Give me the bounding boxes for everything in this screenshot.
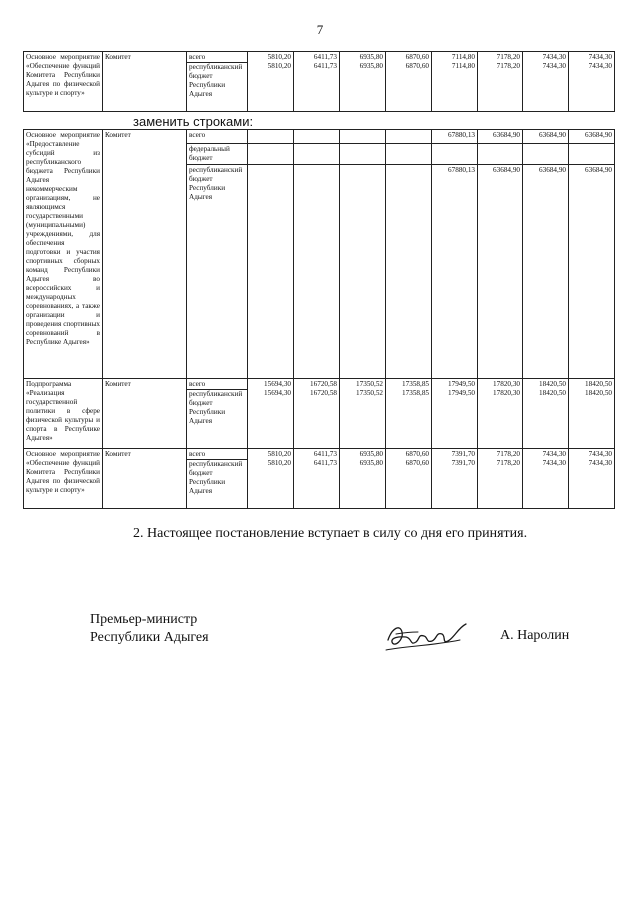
page-number: 7 (316, 22, 324, 37)
value-cell (340, 165, 386, 379)
value-cell: 6411,73 6411,73 (294, 52, 340, 112)
value-cell: 7434,30 7434,30 (569, 449, 615, 509)
value-cell: 63684,90 (569, 130, 615, 144)
value-cell (569, 144, 615, 165)
table-row (24, 449, 615, 509)
value-cell (432, 144, 478, 165)
value-cell (294, 130, 340, 144)
value-cell: 63684,90 (478, 165, 523, 379)
value-cell (523, 144, 569, 165)
value-cell: 7178,20 7178,20 (478, 449, 523, 509)
value-cell: 6870,60 6870,60 (386, 449, 432, 509)
source-total: всего (189, 380, 206, 388)
value-cell (248, 130, 294, 144)
signature-image (382, 610, 474, 658)
paragraph-effective-date: 2. Настоящее постановление вступает в силу со дня его принятия. (133, 526, 528, 541)
source-total: всего (187, 130, 248, 144)
value-cell: 18420,50 18420,50 (523, 379, 569, 449)
row-description: Основное мероприятие «Обеспечение функций Комитета Республики Адыгея по физической культуре и спорту» (24, 449, 103, 509)
source-total: всего (189, 450, 206, 458)
value-cell (386, 130, 432, 144)
table-row (24, 130, 615, 144)
replace-heading: заменить строками: (133, 114, 254, 129)
value-cell: 17350,52 17350,52 (340, 379, 386, 449)
value-cell: 7391,70 7391,70 (432, 449, 478, 509)
signer-title (90, 611, 209, 647)
row-sources (187, 379, 248, 449)
value-cell: 7114,80 7114,80 (432, 52, 478, 112)
value-cell: 67880,13 (432, 130, 478, 144)
value-cell (248, 165, 294, 379)
signer-title-line1: Премьер-министр (90, 612, 198, 627)
value-cell: 63684,90 (523, 130, 569, 144)
value-cell: 7178,20 7178,20 (478, 52, 523, 112)
value-cell (248, 144, 294, 165)
value-cell: 17358,85 17358,85 (386, 379, 432, 449)
value-cell: 6935,80 6935,80 (340, 449, 386, 509)
row-responsible: Комитет (103, 379, 187, 449)
row-sources (187, 52, 248, 112)
row-responsible: Комитет (103, 449, 187, 509)
value-cell: 7434,30 7434,30 (523, 449, 569, 509)
row-description: Подпрограмма «Реализация государственной политики в сфере физической культуры и спорта в Республике Адыгея» (24, 379, 103, 449)
value-cell: 5810,20 5810,20 (248, 449, 294, 509)
value-cell: 15694,30 15694,30 (248, 379, 294, 449)
value-cell: 5810,20 5810,20 (248, 52, 294, 112)
source-republican: республиканский бюджет Республики Адыгея (187, 165, 248, 379)
row-description: Основное мероприятие «Обеспечение функций Комитета Республики Адыгея по физической культуре и спорту» (24, 52, 103, 112)
source-republican: республиканский бюджет Республики Адыгея (187, 62, 247, 99)
signer-title-line2: Республики Адыгея (90, 630, 209, 645)
source-republican: республиканский бюджет Республики Адыгея (187, 459, 247, 496)
source-total: всего (189, 53, 206, 61)
value-cell: 7434,30 7434,30 (523, 52, 569, 112)
table-replacement-rows (23, 129, 615, 509)
value-cell: 6870,60 6870,60 (386, 52, 432, 112)
value-cell: 63684,90 (478, 130, 523, 144)
value-cell: 18420,50 18420,50 (569, 379, 615, 449)
value-cell: 17949,50 17949,50 (432, 379, 478, 449)
value-cell (294, 144, 340, 165)
value-cell (386, 144, 432, 165)
value-cell: 7434,30 7434,30 (569, 52, 615, 112)
value-cell (386, 165, 432, 379)
row-responsible: Комитет (103, 52, 187, 112)
row-description: Основное мероприятие «Предоставление субсидий из республиканского бюджета Республики Адыгея некоммерческим организациям, не являющимся государственными (муниципальными) учреждениями, для обеспечения подготовки и участия спортивных сборных команд Республики Адыгея во всероссийских и международных соревнованиях, а также организации и проведения спортивных соревнований в Республике Адыгея» (24, 130, 103, 379)
value-cell: 6411,73 6411,73 (294, 449, 340, 509)
value-cell: 67880,13 (432, 165, 478, 379)
table-row (24, 52, 615, 112)
source-republican: республиканский бюджет Республики Адыгея (187, 389, 247, 426)
row-sources (187, 449, 248, 509)
signer-name: А. Наролин (500, 628, 570, 643)
value-cell: 63684,90 (569, 165, 615, 379)
row-responsible: Комитет (103, 130, 187, 379)
table-original-row (23, 51, 615, 112)
value-cell (340, 130, 386, 144)
value-cell (478, 144, 523, 165)
value-cell (340, 144, 386, 165)
source-federal: федеральный бюджет (187, 144, 248, 165)
value-cell: 16720,58 16720,58 (294, 379, 340, 449)
value-cell: 17820,30 17820,30 (478, 379, 523, 449)
value-cell: 63684,90 (523, 165, 569, 379)
value-cell (294, 165, 340, 379)
value-cell: 6935,80 6935,80 (340, 52, 386, 112)
table-row (24, 379, 615, 449)
